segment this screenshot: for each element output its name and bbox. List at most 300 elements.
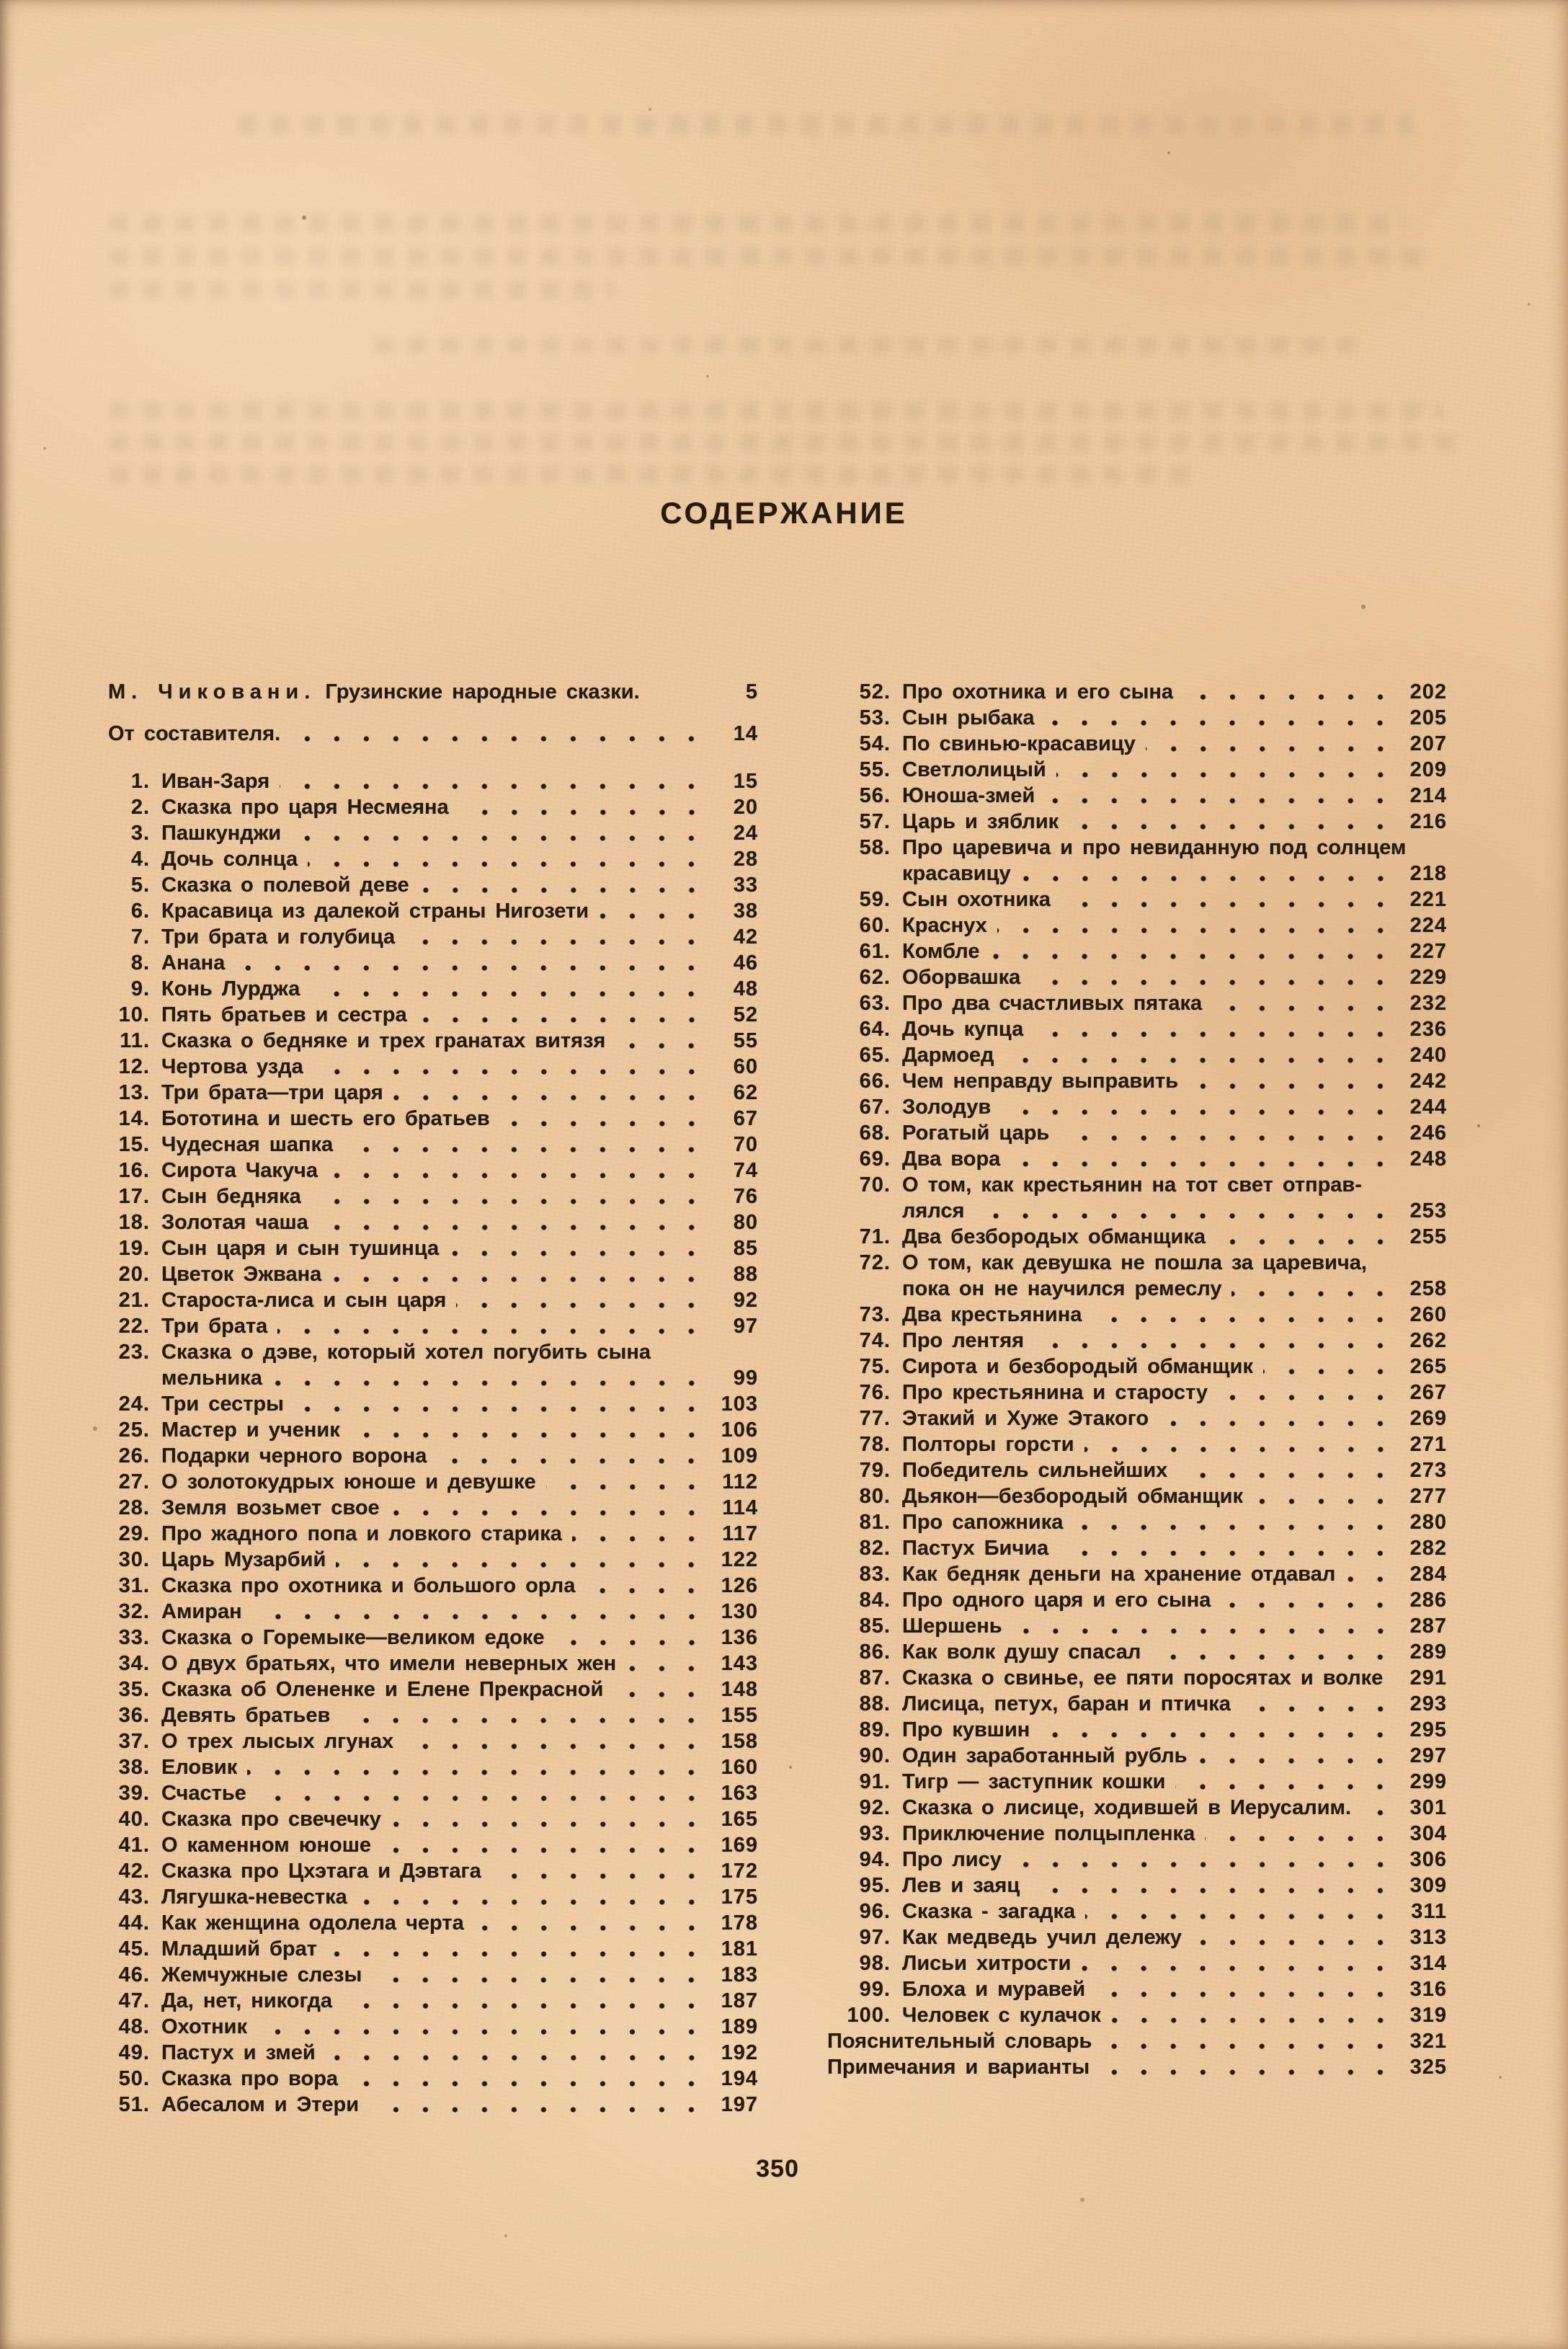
dot-leader (1010, 1156, 1396, 1172)
toc-entry-number: 55. (859, 758, 891, 781)
toc-entry-title: Пять братьев и сестра (161, 1003, 407, 1026)
toc-row-unnumbered (827, 2028, 1447, 2054)
page-title: СОДЕРЖАНИЕ (660, 496, 908, 530)
toc-entry-number: 62. (859, 966, 891, 989)
dot-leader (1045, 793, 1396, 809)
toc-entry-number: 9. (130, 977, 150, 1000)
toc-entry (161, 1521, 758, 1547)
dot-leader (1059, 1130, 1396, 1146)
toc-entry-page: 209 (1409, 758, 1447, 781)
toc-entry-page: 106 (721, 1418, 758, 1442)
toc-entry-title: Три сестры (161, 1393, 284, 1416)
toc-entry (902, 1847, 1447, 1873)
toc-entry-title: Про лису (902, 1848, 1002, 1871)
toc-entry-title: О золотокудрых юноше и девушке (161, 1470, 536, 1493)
toc-entry-number: 56. (859, 784, 891, 807)
toc-entry (108, 721, 758, 747)
dot-leader (615, 1038, 708, 1054)
toc-entry-number: 84. (859, 1589, 891, 1612)
toc-entry-page: 227 (1409, 940, 1447, 963)
toc-row (827, 1042, 1447, 1068)
dot-leader (1263, 1364, 1396, 1380)
dot-leader (313, 1064, 708, 1080)
dot-leader (1192, 1935, 1396, 1950)
toc-entry-page: 181 (721, 1937, 758, 1961)
toc-entry (161, 1936, 758, 1962)
toc-entry-number: 94. (859, 1848, 891, 1871)
toc-row (827, 1639, 1447, 1665)
toc-entry-page: 92 (733, 1289, 758, 1312)
toc-row (108, 950, 758, 976)
toc-entry-title: Сказка о полевой деве (161, 874, 409, 897)
toc-entry (161, 1780, 758, 1806)
toc-row (827, 2002, 1447, 2028)
toc-entry-number: 46. (118, 1963, 150, 1986)
toc-row (108, 898, 758, 924)
dot-leader (393, 1090, 708, 1106)
toc-entry (161, 1080, 758, 1106)
toc-entry-number: 10. (118, 1003, 150, 1026)
toc-entry-title: Про лентяя (902, 1329, 1025, 1352)
dot-leader (1177, 1467, 1396, 1483)
dot-leader (997, 923, 1396, 938)
toc-entry-title: Этакий и Хуже Этакого (902, 1407, 1149, 1430)
toc-entry-page: 194 (721, 2067, 758, 2090)
dot-leader (1004, 1052, 1396, 1068)
dot-leader (1102, 2038, 1396, 2054)
dot-leader (419, 882, 708, 898)
toc-entry-title: Про крестьянина и старосту (902, 1381, 1208, 1404)
toc-entry (902, 1587, 1447, 1613)
toc-entry-title: Амиран (161, 1600, 242, 1623)
toc-entry-number: 13. (118, 1081, 150, 1104)
toc-entry-number: 72. (859, 1251, 891, 1274)
toc-row (108, 1158, 758, 1184)
toc-entry-number: 4. (130, 848, 150, 871)
toc-entry-title: Иван-Заря (161, 770, 270, 793)
toc-entry (902, 757, 1447, 783)
toc-row (827, 679, 1447, 705)
toc-row (827, 1483, 1447, 1509)
toc-entry-number: 34. (118, 1652, 150, 1675)
toc-entry-page: 136 (721, 1626, 758, 1649)
toc-entry-page: 242 (1409, 1070, 1447, 1093)
toc-entry-title: Сказка про вора (161, 2067, 339, 2090)
dot-leader (308, 856, 708, 872)
dot-leader (311, 1194, 708, 1209)
toc-entry-title-continuation: лялся (902, 1199, 965, 1222)
toc-entry (902, 1068, 1447, 1094)
dot-leader (272, 1375, 708, 1391)
toc-entry (108, 679, 758, 705)
toc-entry (161, 2014, 758, 2040)
dot-leader (491, 1868, 708, 1884)
toc-entry (161, 1573, 758, 1599)
toc-entry-number: 39. (118, 1782, 150, 1805)
dot-leader (257, 1790, 708, 1806)
toc-entry-title: Сказка про Цхэтага и Дэвтага (161, 1860, 481, 1883)
toc-row (108, 1884, 758, 1910)
toc-entry (161, 1469, 758, 1495)
toc-entry-number: 89. (859, 1718, 891, 1741)
toc-entry-title: Светлолицый (902, 758, 1046, 781)
toc-row (108, 1417, 758, 1443)
toc-entry (161, 1313, 758, 1339)
toc-entry-page: 244 (1409, 1096, 1447, 1119)
toc-entry (902, 912, 1447, 938)
dot-leader (369, 2102, 708, 2118)
toc-row (108, 924, 758, 950)
toc-entry-number: 90. (859, 1744, 891, 1767)
toc-entry-number: 80. (859, 1485, 891, 1508)
toc-entry-page: 178 (721, 1911, 758, 1935)
toc-row (827, 1899, 1447, 1924)
dot-leader (326, 2050, 708, 2066)
toc-entry (902, 705, 1447, 731)
dot-leader (1061, 897, 1396, 912)
toc-row (108, 2066, 758, 2092)
toc-entry-number: 58. (859, 836, 891, 859)
dot-leader (1069, 819, 1396, 835)
toc-entry (161, 846, 758, 872)
toc-entry-page: 309 (1409, 1874, 1447, 1897)
toc-entry (902, 731, 1447, 757)
bleed-through-line (110, 248, 1435, 265)
toc-row (827, 1535, 1447, 1561)
toc-entry-page: 232 (1409, 992, 1447, 1015)
toc-entry-number: 19. (118, 1237, 150, 1260)
toc-entry-number: 78. (859, 1433, 891, 1456)
toc-entry-title: Три брата (161, 1315, 268, 1338)
toc-entry-page: 109 (721, 1444, 758, 1467)
toc-row (827, 1924, 1447, 1950)
toc-entry-title: Как женщина одолела черта (161, 1911, 464, 1935)
toc-row (108, 1261, 758, 1287)
toc-entry (902, 1146, 1447, 1172)
page-number: 350 (756, 2155, 799, 2183)
toc-entry-number: 61. (859, 940, 891, 963)
dot-leader (328, 1168, 708, 1184)
dot-leader (989, 949, 1396, 964)
toc-entry (161, 1910, 758, 1936)
toc-column-left (108, 679, 758, 2118)
toc-row (108, 1184, 758, 1209)
dot-leader (1084, 1442, 1396, 1457)
toc-row (827, 1587, 1447, 1613)
toc-entry (902, 1406, 1447, 1431)
dot-leader (391, 1816, 708, 1832)
toc-entry-number: 82. (859, 1537, 891, 1560)
toc-entry-title: Сын охотника (902, 888, 1051, 911)
toc-row (108, 1547, 758, 1573)
dot-leader (252, 1609, 708, 1625)
dot-leader (318, 1220, 708, 1235)
dot-leader (390, 1505, 708, 1521)
toc-entry-title: Царь и зяблик (902, 810, 1059, 833)
toc-entry-title: Чудесная шапка (161, 1133, 334, 1156)
dot-leader (1021, 871, 1396, 887)
toc-entry (902, 783, 1447, 809)
toc-entry-number: 63. (859, 992, 891, 1015)
toc-entry-title: Счастье (161, 1782, 246, 1805)
toc-entry-title: Лисьи хитрости (902, 1952, 1072, 1975)
toc-entry (161, 1132, 758, 1158)
toc-entry-page: 224 (1409, 914, 1447, 937)
bleed-through-line (110, 434, 1457, 451)
toc-row (827, 1302, 1447, 1328)
toc-entry-title: Мастер и ученик (161, 1418, 340, 1442)
toc-entry-number: 97. (859, 1926, 891, 1949)
toc-row (827, 1821, 1447, 1847)
dot-leader (1001, 1104, 1396, 1120)
toc-entry-title: Примечания и варианты (827, 2056, 1090, 2079)
toc-entry-page: 221 (1409, 888, 1447, 911)
toc-entry-title: Младший брат (161, 1937, 317, 1961)
dot-leader (357, 1894, 708, 1910)
toc-entry-number: 70. (859, 1173, 891, 1196)
toc-entry (161, 1106, 758, 1132)
toc-entry-title: Чертова узда (161, 1055, 303, 1078)
toc-row (108, 1780, 758, 1806)
toc-author: М. Чиковани. (108, 680, 316, 703)
toc-entry (161, 1209, 758, 1235)
toc-entry (902, 1769, 1447, 1795)
toc-row (108, 872, 758, 898)
dot-leader (290, 731, 708, 747)
toc-entry (161, 1184, 758, 1209)
dot-leader (417, 1012, 708, 1028)
toc-row (827, 938, 1447, 964)
toc-entry-title: Сирота и безбородый обманщик (902, 1355, 1253, 1378)
toc-row (827, 1561, 1447, 1587)
toc-entry-page: 214 (1409, 784, 1447, 807)
toc-entry-page: 42 (733, 925, 758, 949)
toc-entry-number: 51. (118, 2093, 150, 2116)
toc-entry-number: 15. (118, 1133, 150, 1156)
toc-entry-page: 321 (1409, 2030, 1447, 2053)
toc-entry-title: Да, нет, никогда (161, 1989, 333, 2012)
toc-entry-title: Рогатый царь (902, 1122, 1050, 1145)
toc-row (108, 1313, 758, 1339)
toc-entry-title: Сказка про свечечку (161, 1808, 381, 1831)
toc-entry-number: 73. (859, 1303, 891, 1326)
toc-entry-title: Приключение полцыпленка (902, 1822, 1195, 1845)
toc-entry-title: Золодув (902, 1096, 992, 1119)
toc-entry-title: О том, как крестьянин на тот свет отправ- (902, 1173, 1362, 1196)
toc-entry-title: Тигр — заступник кошки (902, 1770, 1166, 1793)
toc-entry-title-continuation: красавицу (902, 862, 1011, 885)
toc-entry (902, 1535, 1447, 1561)
toc-entry (902, 1224, 1447, 1250)
toc-entry-page: 85 (733, 1237, 758, 1260)
toc-entry-number: 86. (859, 1640, 891, 1664)
dot-leader (336, 1557, 708, 1573)
toc-entry (902, 1302, 1447, 1328)
toc-row (108, 1132, 758, 1158)
toc-entry-number: 67. (859, 1096, 891, 1119)
toc-entry (161, 1651, 758, 1677)
toc-row (827, 1795, 1447, 1821)
toc-entry (161, 1028, 758, 1054)
toc-entry-title: Подарки черного ворона (161, 1444, 427, 1467)
toc-entry-title: Староста-лиса и сын царя (161, 1289, 447, 1312)
toc-entry-number: 93. (859, 1822, 891, 1845)
toc-entry-title: Юноша-змей (902, 784, 1035, 807)
dot-leader (449, 1245, 708, 1261)
toc-entry-page: 80 (733, 1211, 758, 1234)
toc-entry (902, 1873, 1447, 1899)
toc-entry (161, 1806, 758, 1832)
toc-entry-title: Девять братьев (161, 1704, 331, 1727)
toc-entry-number: 3. (130, 822, 150, 845)
toc-row (827, 1146, 1447, 1172)
toc-entry-page: 205 (1409, 706, 1447, 729)
toc-entry-number: 53. (859, 706, 891, 729)
toc-entry-page: 192 (721, 2041, 758, 2064)
toc-entry-title: Сказка об Олененке и Елене Прекрасной (161, 1678, 604, 1701)
dot-leader (1073, 1519, 1396, 1535)
toc-row (108, 1599, 758, 1625)
dot-leader (1012, 1857, 1396, 1873)
toc-entry (902, 1016, 1447, 1042)
toc-entry-number: 38. (118, 1756, 150, 1779)
toc-entry-title: Пастух Бичиа (902, 1537, 1049, 1560)
toc-entry-page: 218 (1409, 862, 1447, 885)
toc-entry-title: Сказка - загадка (902, 1900, 1076, 1923)
toc-entry (902, 1976, 1447, 2002)
toc-entry-number: 66. (859, 1070, 891, 1093)
toc-entry (161, 2040, 758, 2066)
toc-row (827, 757, 1447, 783)
toc-entry-title: Как медведь учил дележу (902, 1926, 1182, 1949)
toc-column-right (827, 679, 1447, 2118)
dot-leader (235, 960, 708, 976)
toc-entry-title: Анана (161, 951, 226, 974)
toc-entry-number: 83. (859, 1563, 891, 1586)
dot-leader (1197, 1753, 1396, 1769)
toc-entry (902, 1483, 1447, 1509)
toc-row (827, 705, 1447, 731)
toc-row (827, 1743, 1447, 1769)
toc-row (108, 1988, 758, 2014)
toc-entry-page: 38 (733, 900, 758, 923)
toc-entry-title: По свинью-красавицу (902, 732, 1136, 755)
toc-row (827, 1873, 1447, 1899)
toc-row (108, 2040, 758, 2066)
toc-entry (161, 1287, 758, 1313)
toc-entry-title: Сказка о лисице, ходившей в Иерусалим. (902, 1796, 1352, 1819)
toc-row (827, 1769, 1447, 1795)
toc-entry-page: 5 (745, 680, 758, 703)
toc-entry (902, 1509, 1447, 1535)
toc-entry (902, 1899, 1447, 1924)
toc-entry-number: 30. (118, 1548, 150, 1571)
toc-entry (161, 794, 758, 820)
toc-entry-title: Пашкунджи (161, 822, 282, 845)
toc-entry-title: Дьякон—безбородый обманщик (902, 1485, 1244, 1508)
dot-leader (1044, 715, 1396, 731)
toc-entry-title: Про жадного попа и ловкого старика (161, 1522, 562, 1545)
dot-leader (327, 1946, 708, 1962)
toc-entry-number: 65. (859, 1044, 891, 1067)
toc-entry-number: 21. (118, 1289, 150, 1312)
toc-row (108, 1521, 758, 1547)
toc-entry-title: Бототина и шесть его братьев (161, 1107, 490, 1130)
toc-row (827, 1509, 1447, 1535)
toc-entry-page: 122 (721, 1548, 758, 1571)
toc-entry-page: 311 (1411, 1900, 1447, 1923)
toc-row (827, 809, 1447, 835)
toc-row (108, 1832, 758, 1858)
toc-entry-page: 24 (733, 822, 758, 845)
toc-entry-title: Про одного царя и его сына (902, 1589, 1211, 1612)
toc-entry-page: 260 (1409, 1303, 1447, 1326)
toc-entry-title: М. Чиковани. Грузинские народные сказки. (108, 680, 640, 703)
toc-row (827, 1950, 1447, 1976)
toc-entry-page: 67 (733, 1107, 758, 1130)
toc-entry (161, 1002, 758, 1028)
toc-entry-page: 207 (1409, 732, 1447, 755)
toc-entry-page: 293 (1409, 1692, 1447, 1715)
toc-entry-title: Царь Музарбий (161, 1548, 326, 1571)
toc-row (108, 1209, 758, 1235)
toc-row (108, 1651, 758, 1677)
toc-row-unnumbered (108, 679, 758, 705)
toc-entry-title: Конь Лурджа (161, 977, 300, 1000)
toc-entry-number: 57. (859, 810, 891, 833)
toc-entry-page: 117 (722, 1522, 758, 1545)
toc-entry (161, 1495, 758, 1521)
toc-entry (161, 1677, 758, 1702)
toc-entry (902, 1172, 1447, 1224)
toc-entry (902, 809, 1447, 835)
toc-entry-number: 68. (859, 1122, 891, 1145)
toc-entry-number: 33. (118, 1626, 150, 1649)
toc-entry (902, 1691, 1447, 1717)
dot-leader (1030, 974, 1396, 990)
toc-row (108, 794, 758, 820)
toc-entry (161, 1884, 758, 1910)
toc-entry-title: Про два счастливых пятака (902, 992, 1203, 1015)
toc-entry-title: Еловик (161, 1756, 238, 1779)
toc-entry-page: 271 (1409, 1433, 1447, 1456)
toc-entry-title: Как бедняк деньги на хранение отдавал (902, 1563, 1336, 1586)
toc-entry-number: 40. (118, 1808, 150, 1831)
toc-entry-title: Цветок Эжвана (161, 1263, 322, 1286)
toc-entry (161, 2092, 758, 2118)
toc-entry-title: Сказка про царя Несмеяна (161, 796, 449, 819)
toc-entry-title: Абесалом и Этери (161, 2093, 360, 2116)
toc-entry-page: 258 (1409, 1277, 1447, 1300)
bleed-through-line (110, 402, 1443, 419)
toc-entry-page: 76 (733, 1185, 758, 1208)
toc-entry-title: Сказка о дэве, который хотел погубить сына (161, 1341, 651, 1364)
toc-entry (161, 1158, 758, 1184)
toc-entry-number: 96. (859, 1900, 891, 1923)
toc-entry-title: Лев и заяц (902, 1874, 1020, 1897)
dot-leader (1393, 1675, 1396, 1691)
dot-leader (1151, 1649, 1396, 1665)
toc-entry-title: Охотник (161, 2015, 248, 2038)
bleed-through-area (0, 0, 1568, 496)
toc-entry-number: 6. (130, 900, 150, 923)
toc-row (827, 912, 1447, 938)
toc-entry-number: 48. (118, 2015, 150, 2038)
toc-entry-page: 299 (1409, 1770, 1447, 1793)
toc-entry-number: 11. (120, 1029, 150, 1052)
toc-entry (161, 2066, 758, 2092)
toc-entry-page: 325 (1409, 2056, 1447, 2079)
